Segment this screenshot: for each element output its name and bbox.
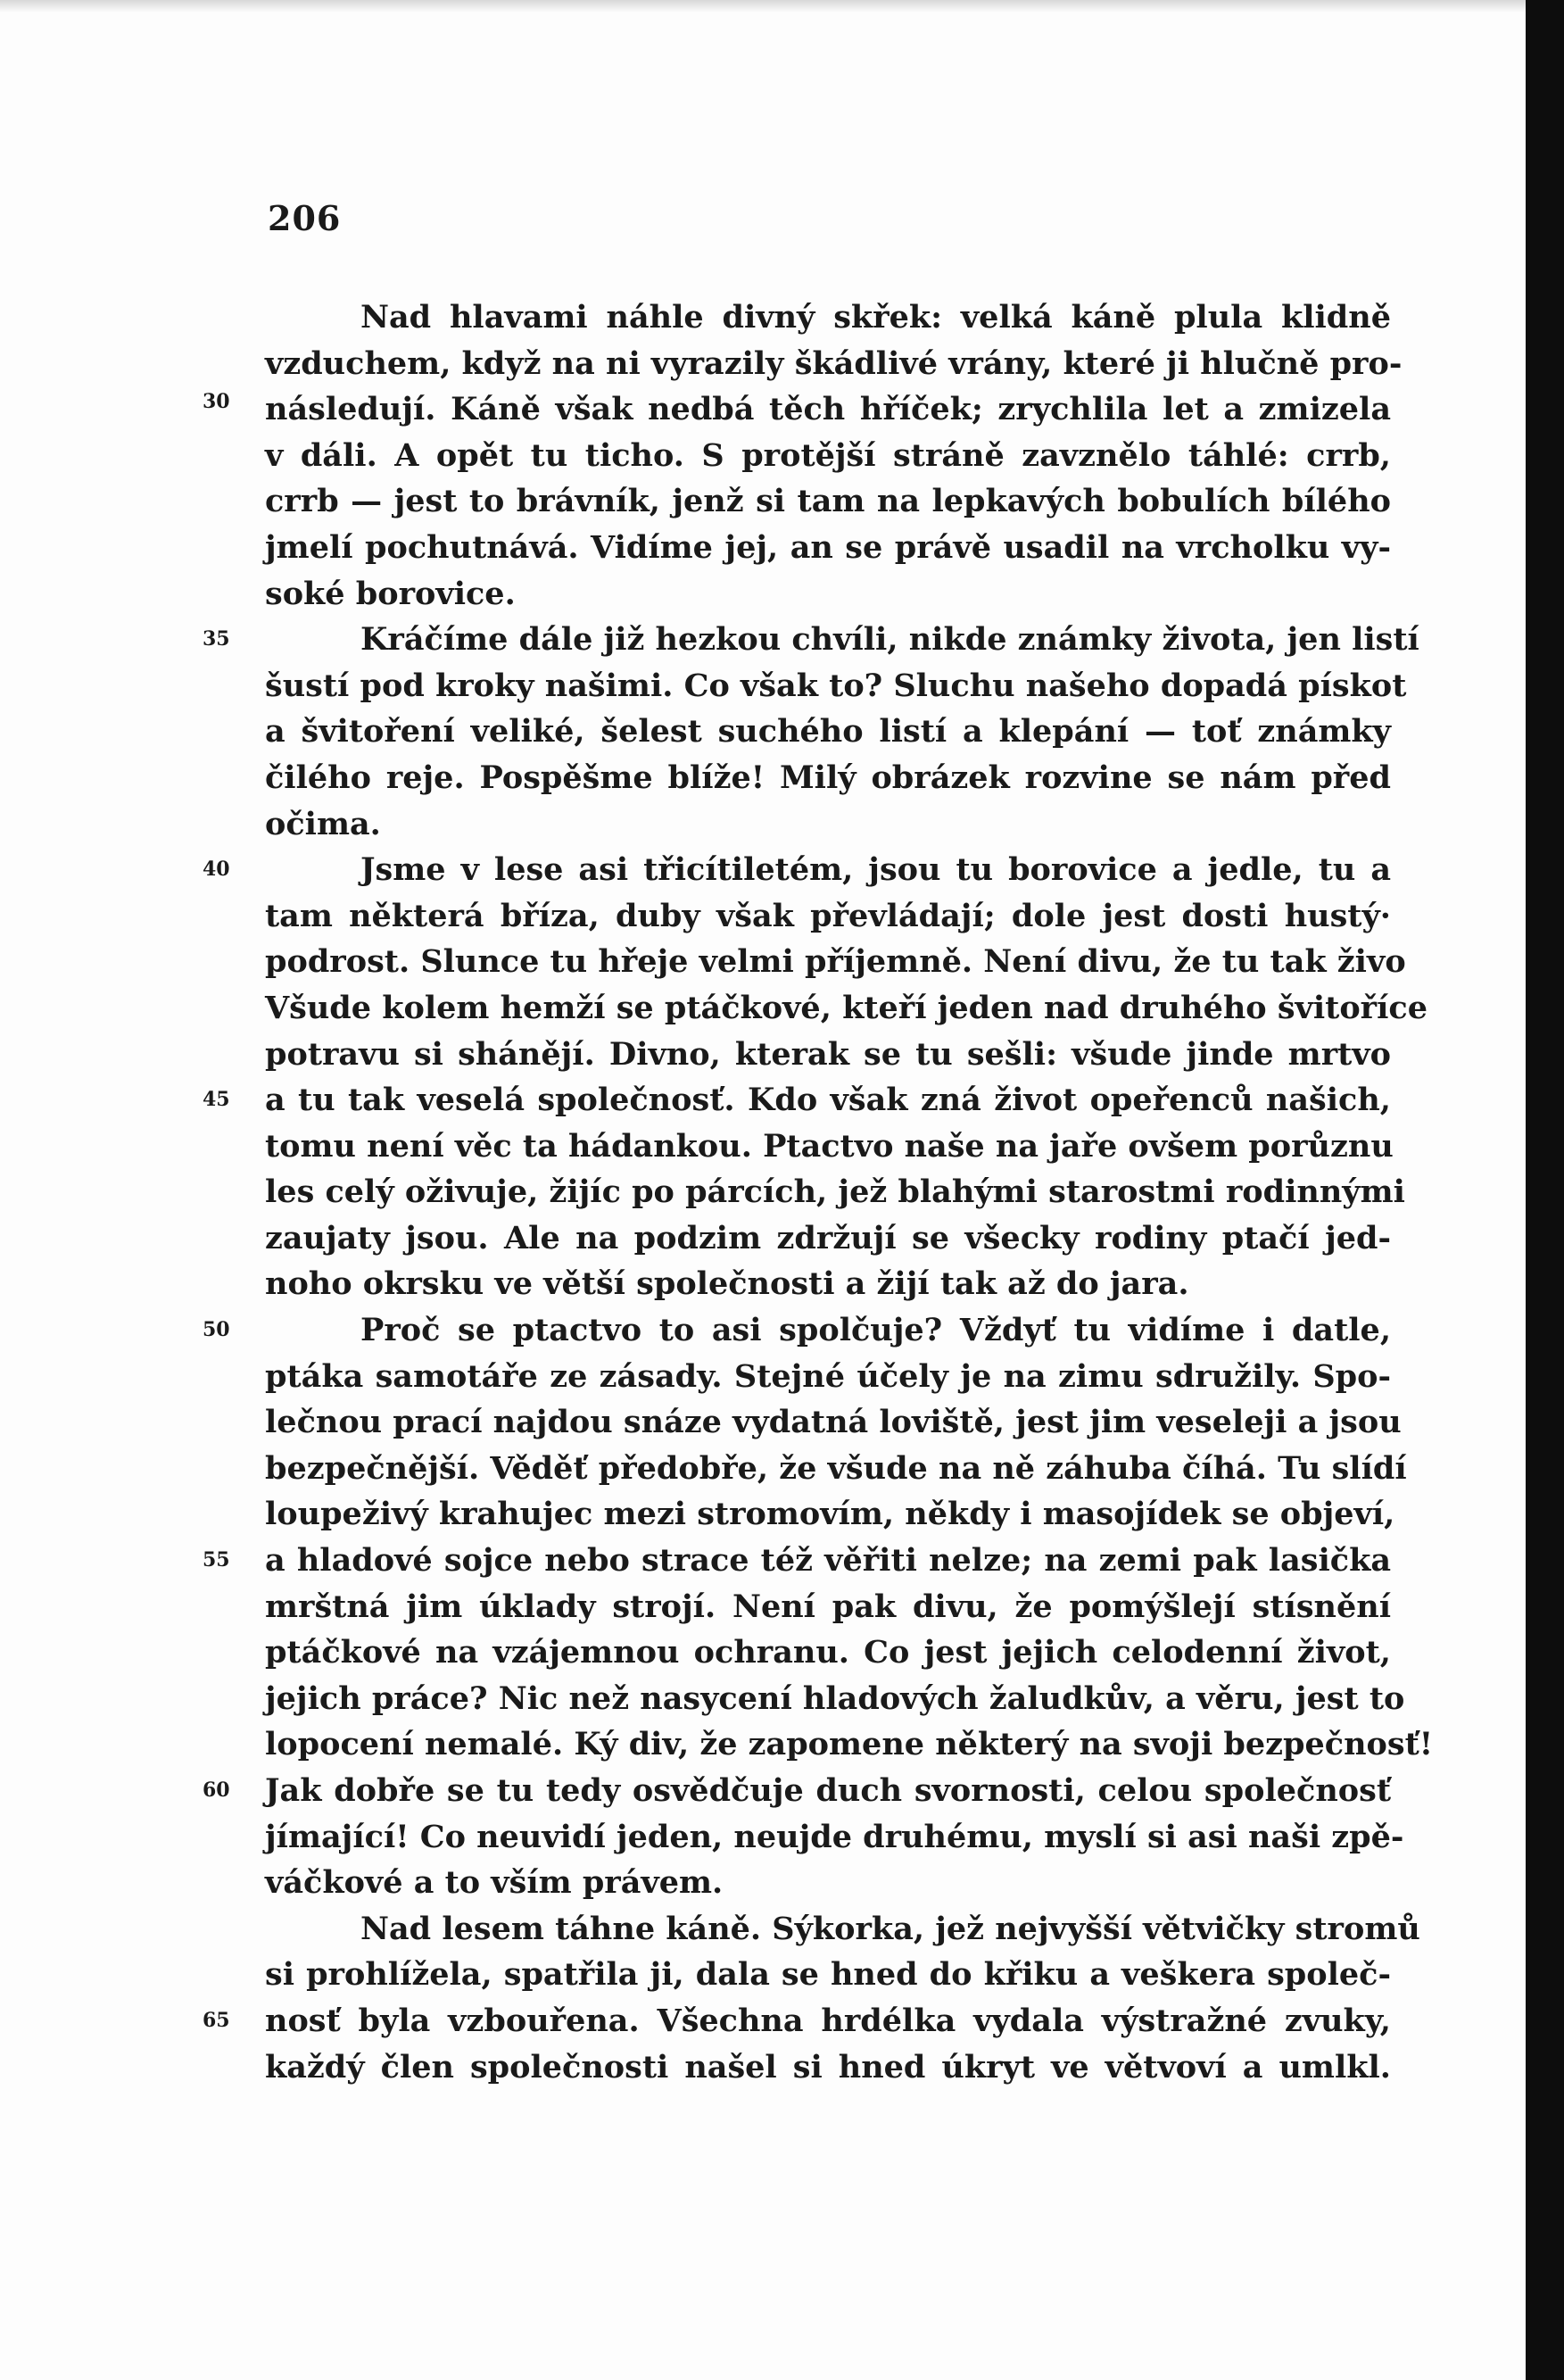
line-text: les celý oživuje, žijíc po párcích, jež blahými starostmi rodinnými — [265, 1173, 1405, 1211]
text-line — [265, 525, 1391, 571]
page-top-shadow — [0, 0, 1526, 12]
line-text: jímající! Co neuvidí jeden, neujde druhému, myslí si asi naši zpě- — [265, 1818, 1404, 1855]
line-text: váčkové a to vším právem. — [265, 1864, 724, 1902]
text-line — [265, 1446, 1407, 1492]
text-line — [265, 755, 1391, 801]
text-line — [203, 1538, 1391, 1584]
line-text: a švitoření veliké, šelest suchého listí a klepání — toť známky — [265, 713, 1391, 750]
text-line — [265, 433, 1391, 479]
line-text: šustí pod kroky našimi. Co však to? Sluchu našeho dopadá pískot — [265, 667, 1407, 704]
text-line — [203, 1307, 1391, 1354]
line-text: mrštná jim úklady strojí. Není pak divu, že pomýšlejí stísnění — [265, 1588, 1391, 1625]
line-text: si prohlížela, spatřila ji, dala se hned do křiku a veškera společ- — [265, 1956, 1391, 1994]
text-line — [203, 1998, 1391, 2044]
line-number: 55 — [203, 1548, 230, 1572]
line-number: 30 — [203, 390, 230, 414]
text-line — [265, 1354, 1391, 1400]
text-line — [265, 1630, 1391, 1676]
text-line — [265, 663, 1407, 709]
line-text: Kráčíme dále již hezkou chvíli, nikde známky života, jen listí — [360, 621, 1419, 659]
text-line — [265, 341, 1403, 387]
line-text: a tu tak veselá společnosť. Kdo však zná život opeřenců našich, — [265, 1082, 1391, 1119]
line-text: noho okrsku ve větší společnosti a žijí tak až do jara. — [265, 1265, 1189, 1303]
line-text: a hladové sojce nebo strace též věřiti nelze; na zemi pak lasička — [265, 1542, 1391, 1580]
text-line — [265, 1584, 1391, 1630]
page-number: 206 — [268, 198, 342, 238]
line-text: Nad hlavami náhle divný skřek: velká káně plula klidně — [360, 299, 1391, 336]
line-text: Jak dobře se tu tedy osvědčuje duch svornosti, celou společnosť — [265, 1772, 1391, 1809]
line-text: potravu si shánějí. Divno, kterak se tu sešli: všude jinde mrtvo — [265, 1035, 1391, 1073]
text-line — [265, 1399, 1402, 1446]
text-line — [265, 2044, 1391, 2091]
text-line — [265, 1860, 1391, 1906]
line-text: podrost. Slunce tu hřeje velmi příjemně. Není divu, že tu tak živo — [265, 943, 1406, 981]
line-number: 50 — [203, 1318, 230, 1342]
line-text: čilého reje. Pospěšme blíže! Milý obrázek rozvine se nám před — [265, 759, 1391, 796]
line-text: Proč se ptactvo to asi spolčuje? Vždyť tu vidíme i datle, — [360, 1312, 1391, 1349]
line-number: 40 — [203, 858, 230, 882]
line-text: jejich práce? Nic než nasycení hladových žaludkův, a věru, jest to — [265, 1679, 1405, 1717]
line-text: v dáli. A opět tu ticho. S protější stráně zavznělo táhlé: crrb, — [265, 436, 1391, 474]
line-text: jmelí pochutnává. Vidíme jej, an se právě usadil na vrcholku vy- — [265, 528, 1391, 566]
line-text: ptáčkové na vzájemnou ochranu. Co jest jejich celodenní život, — [265, 1634, 1391, 1671]
line-number: 45 — [203, 1088, 230, 1112]
body-text — [203, 294, 1434, 2090]
text-line — [265, 478, 1391, 525]
text-line — [203, 617, 1419, 663]
line-text: ptáka samotáře ze zásady. Stejné účely je na zimu sdružily. Spo- — [265, 1357, 1391, 1395]
line-text: očima. — [265, 805, 381, 842]
line-text: lopocení nemalé. Ký div, že zapomene některý na svoji bezpečnosť! — [265, 1726, 1434, 1763]
text-line — [203, 847, 1391, 893]
text-line — [265, 1215, 1391, 1262]
text-line — [265, 1032, 1391, 1078]
text-line — [265, 1124, 1394, 1170]
line-text: vzduchem, když na ni vyrazily škádlivé vrány, které ji hlučně pro- — [265, 344, 1403, 382]
text-line — [265, 1906, 1420, 1953]
line-text: loupeživý krahujec mezi stromovím, někdy i masojídek se objeví, — [265, 1496, 1395, 1533]
text-line — [203, 1768, 1391, 1814]
line-text: crrb — jest to brávník, jenž si tam na lepkavých bobulích bílého — [265, 483, 1391, 520]
line-text: nosť byla vzbouřena. Všechna hrdélka vydala výstražné zvuky, — [265, 2002, 1391, 2039]
text-line — [265, 1814, 1404, 1861]
line-text: tam některá bříza, duby však převládají; dole jest dosti hustý· — [265, 897, 1391, 934]
line-text: tomu není věc ta hádankou. Ptactvo naše na jaře ovšem porůznu — [265, 1127, 1394, 1165]
line-text: Jsme v lese asi třicítiletém, jsou tu borovice a jedle, tu a — [360, 851, 1391, 889]
line-text: Nad lesem táhne káně. Sýkorka, jež nejvyšší větvičky stromů — [360, 1910, 1420, 1947]
text-line — [265, 893, 1391, 940]
line-number: 65 — [203, 2008, 230, 2032]
text-line — [203, 386, 1391, 433]
line-text: bezpečnější. Věděť předobře, že všude na ně záhuba číhá. Tu slídí — [265, 1449, 1407, 1487]
text-line — [265, 1952, 1391, 1998]
text-line — [265, 801, 1391, 848]
line-text: soké borovice. — [265, 575, 516, 612]
text-line — [203, 1077, 1391, 1124]
text-line — [265, 294, 1391, 341]
text-line — [265, 939, 1406, 985]
line-text: Všude kolem hemží se ptáčkové, kteří jeden nad druhého švitoříce — [265, 989, 1427, 1026]
line-text: následují. Káně však nedbá těch hříček; zrychlila let a zmizela — [265, 391, 1391, 428]
text-line — [265, 709, 1391, 755]
line-text: zaujaty jsou. Ale na podzim zdržují se všecky rodiny ptačí jed- — [265, 1219, 1391, 1256]
text-line — [265, 985, 1427, 1032]
text-line — [265, 1261, 1391, 1307]
line-text: každý člen společnosti našel si hned úkryt ve větvoví a umlkl. — [265, 2048, 1391, 2086]
text-line — [265, 1491, 1395, 1538]
line-text: lečnou prací najdou snáze vydatná loviště, jest jim veseleji a jsou — [265, 1404, 1402, 1441]
line-number: 60 — [203, 1779, 230, 1802]
text-line — [265, 1169, 1405, 1215]
text-line — [265, 571, 1391, 618]
text-line — [265, 1676, 1405, 1722]
page-edge — [1526, 0, 1564, 2380]
text-line — [265, 1721, 1434, 1768]
line-number: 35 — [203, 627, 230, 651]
